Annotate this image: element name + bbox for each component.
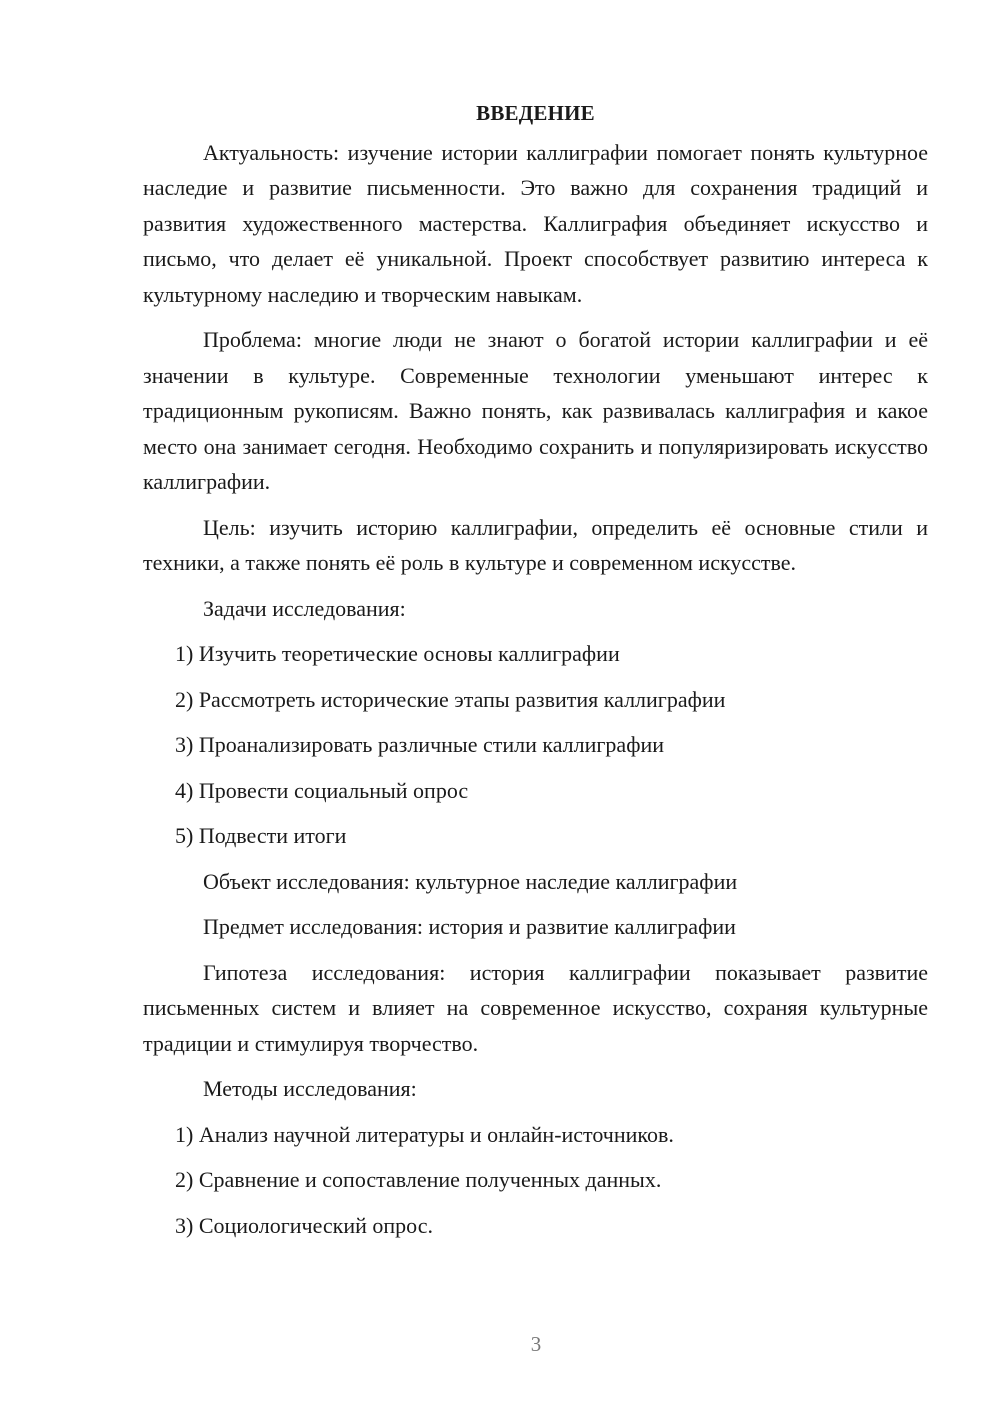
task-item: 4) Провести социальный опрос bbox=[175, 777, 469, 803]
task-item: 5) Подвести итоги bbox=[175, 823, 347, 848]
task-item: 2) Рассмотреть исторические этапы развития каллиграфии bbox=[175, 686, 726, 712]
page-content bbox=[143, 96, 928, 1253]
page-number: 3 bbox=[530, 1332, 542, 1356]
problem-paragraph: Проблема: многие люди не знают о богатой истории каллиграфии и её значении в культуре. Современные технологии уменьшают интерес к традиционным рукописям. Важно понять, как развивалась каллиграфия и какое место она занимает сегодня. Необходимо сохранить и популяризировать искусство каллиграфии. bbox=[143, 327, 928, 494]
research-subject: Предмет исследования: история и развитие каллиграфии bbox=[203, 914, 736, 939]
task-item: 3) Проанализировать различные стили каллиграфии bbox=[175, 732, 664, 757]
methods-list bbox=[143, 1117, 928, 1244]
task-item: 1) Изучить теоретические основы каллиграфии bbox=[175, 641, 620, 666]
goal-paragraph: Цель: изучить историю каллиграфии, определить её основные стили и техники, а также понять её роль в культуре и современном искусстве. bbox=[143, 514, 928, 575]
method-item: 1) Анализ научной литературы и онлайн-источников. bbox=[175, 1121, 674, 1147]
tasks-list bbox=[143, 636, 928, 854]
hypothesis-paragraph: Гипотеза исследования: история каллиграфии показывает развитие письменных систем и влияет на современное искусство, сохраняя культурные традиции и стимулируя творчество. bbox=[143, 959, 928, 1056]
research-object: Объект исследования: культурное наследие каллиграфии bbox=[203, 868, 738, 894]
method-item: 2) Сравнение и сопоставление полученных данных. bbox=[175, 1167, 662, 1192]
methods-label: Методы исследования: bbox=[203, 1076, 417, 1101]
tasks-label: Задачи исследования: bbox=[203, 595, 406, 621]
section-title: ВВЕДЕНИЕ bbox=[476, 101, 595, 125]
method-item: 3) Социологический опрос. bbox=[175, 1212, 433, 1238]
relevance-paragraph: Актуальность: изучение истории каллиграфии помогает понять культурное наследие и развитие письменности. Это важно для сохранения традиций и развития художественного мастерства. Каллиграфия объединяет искусство и письмо, что делает её уникальной. Проект способствует развитию интереса к культурному наследию и творческим навыкам. bbox=[143, 139, 928, 307]
